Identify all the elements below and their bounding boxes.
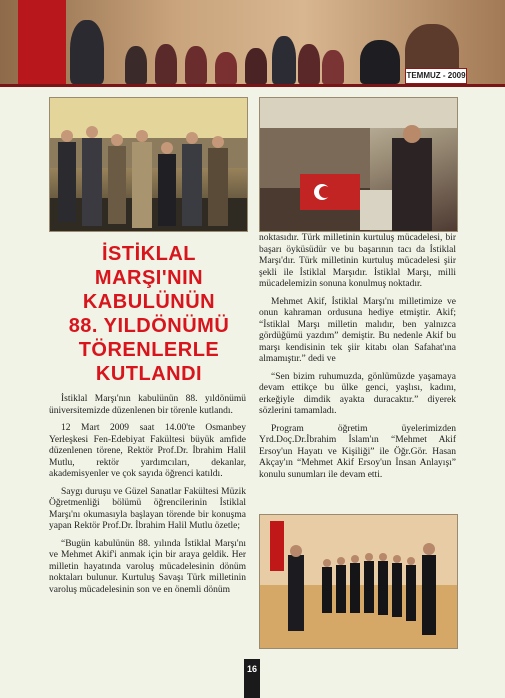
date-badge: TEMMUZ - 2009: [405, 68, 467, 84]
article-paragraph: noktasıdır. Türk milletinin kurtuluş mücadelesi, bir başarı öyküsüdür ve bu başarının tacı da İstiklal Marşı'dır. Türk milletinin kurtuluş mücadelesi şiir şekli ile İstiklal Marşıdır. İstiklal Marşı, milli mücadelemizin sonuna konulmuş noktadır.: [259, 233, 456, 289]
audience-figure: [125, 46, 147, 84]
headline-line: KUTLANDI: [95, 363, 203, 385]
article-paragraph: “Bugün kabulünün 88. yılında İstiklal Marşı'nı ve Mehmet Akif'i anmak için bir araya geldik. Her milletin hayatında varoluş mücadelesinin dönüm noktaları bulunur. Kurtuluş Savaşı Türk milletinin varoluş mücadelesinin son ve en önemli dönüm: [49, 538, 246, 595]
choir-photo-illustration: [260, 515, 457, 648]
article-paragraph: Program öğretim üyelerimizden Yrd.Doç.Dr.İbrahim İslam'ın “Mehmet Akif Ersoy'un Hayatı ve Kişiliği” ile Öğr.Gör. Hasan Akçay'ın “Mehmet Akif Ersoy'un İnsan Anlayışı” konulu sunumları ile devam etti.: [259, 423, 456, 480]
audience-figure: [215, 52, 237, 84]
article-paragraph: 12 Mart 2009 saat 14.00'te Osmanbey Yerleşkesi Fen-Edebiyat Fakültesi büyük amfide düzenlenen törene, Rektör Prof.Dr. İbrahim Halil Mutlu, rektör yardımcıları, dekanlar, akademisyenler ve çok sayıda öğrenci katıldı.: [49, 423, 246, 479]
audience-figure: [245, 48, 267, 84]
headline-line: 88. YILDÖNÜMÜ: [68, 315, 230, 337]
article-paragraph: İstiklal Marşı'nın kabulünün 88. yıldönümü üniversitemizde düzenlenen bir törenle kutlandı.: [49, 394, 246, 416]
audience-figure: [185, 46, 207, 84]
audience-figure: [155, 44, 177, 84]
audience-figure: [322, 50, 344, 84]
turkish-flag-image: [18, 0, 66, 84]
article-headline: [49, 242, 249, 386]
podium-photo-illustration: [260, 98, 457, 231]
audience-figure: [272, 36, 296, 84]
headline-line: KABULÜNÜN: [82, 291, 216, 313]
header-rule: [0, 84, 505, 87]
audience-figure: [298, 44, 320, 84]
ceremony-photo-speaker-podium: [259, 97, 458, 232]
ceremony-photo-illustration: [50, 98, 247, 231]
headline-line: İSTİKLAL MARŞI'NIN: [94, 243, 204, 289]
article-paragraph: Mehmet Akif, İstiklal Marşı'nı milletimize ve onun kahraman ordusuna hediye etmiştir. Akif; “İstiklal Marşı milletin malıdır, ben yalnızca gördüğümü yazdım” demiştir. Bu nedenle Akif bu marşı kendisinin tek şiir kitabı olan Safahat'ına almamıştır.” dedi ve: [259, 296, 456, 364]
speaker-figure: [70, 20, 104, 84]
choir-performance-photo: [259, 514, 458, 649]
headline-line: TÖRENLERLE: [78, 339, 220, 361]
article-paragraph: Saygı duruşu ve Güzel Sanatlar Fakültesi Müzik Öğretmenliği bölümü öğrencilerinin İstiklal Marşı'nı okumasıyla başlayan törende bir konuşma yapan Rektör Prof.Dr. İbrahim Halil Mutlu özetle;: [49, 486, 246, 531]
article-left-column: [49, 394, 246, 602]
page-number: 16: [244, 659, 260, 698]
article-paragraph: “Sen bizim ruhumuzda, gönlümüzde yaşamaya devam ettikçe bu ülke genci, yaşlısı, kadını, erkeğiyle dimdik ayakta duracaktır.” diyerek sözlerini tamamladı.: [259, 371, 456, 416]
ceremony-photo-standing-officials: [49, 97, 248, 232]
article-right-column: [259, 233, 456, 487]
audience-figure: [360, 40, 400, 84]
